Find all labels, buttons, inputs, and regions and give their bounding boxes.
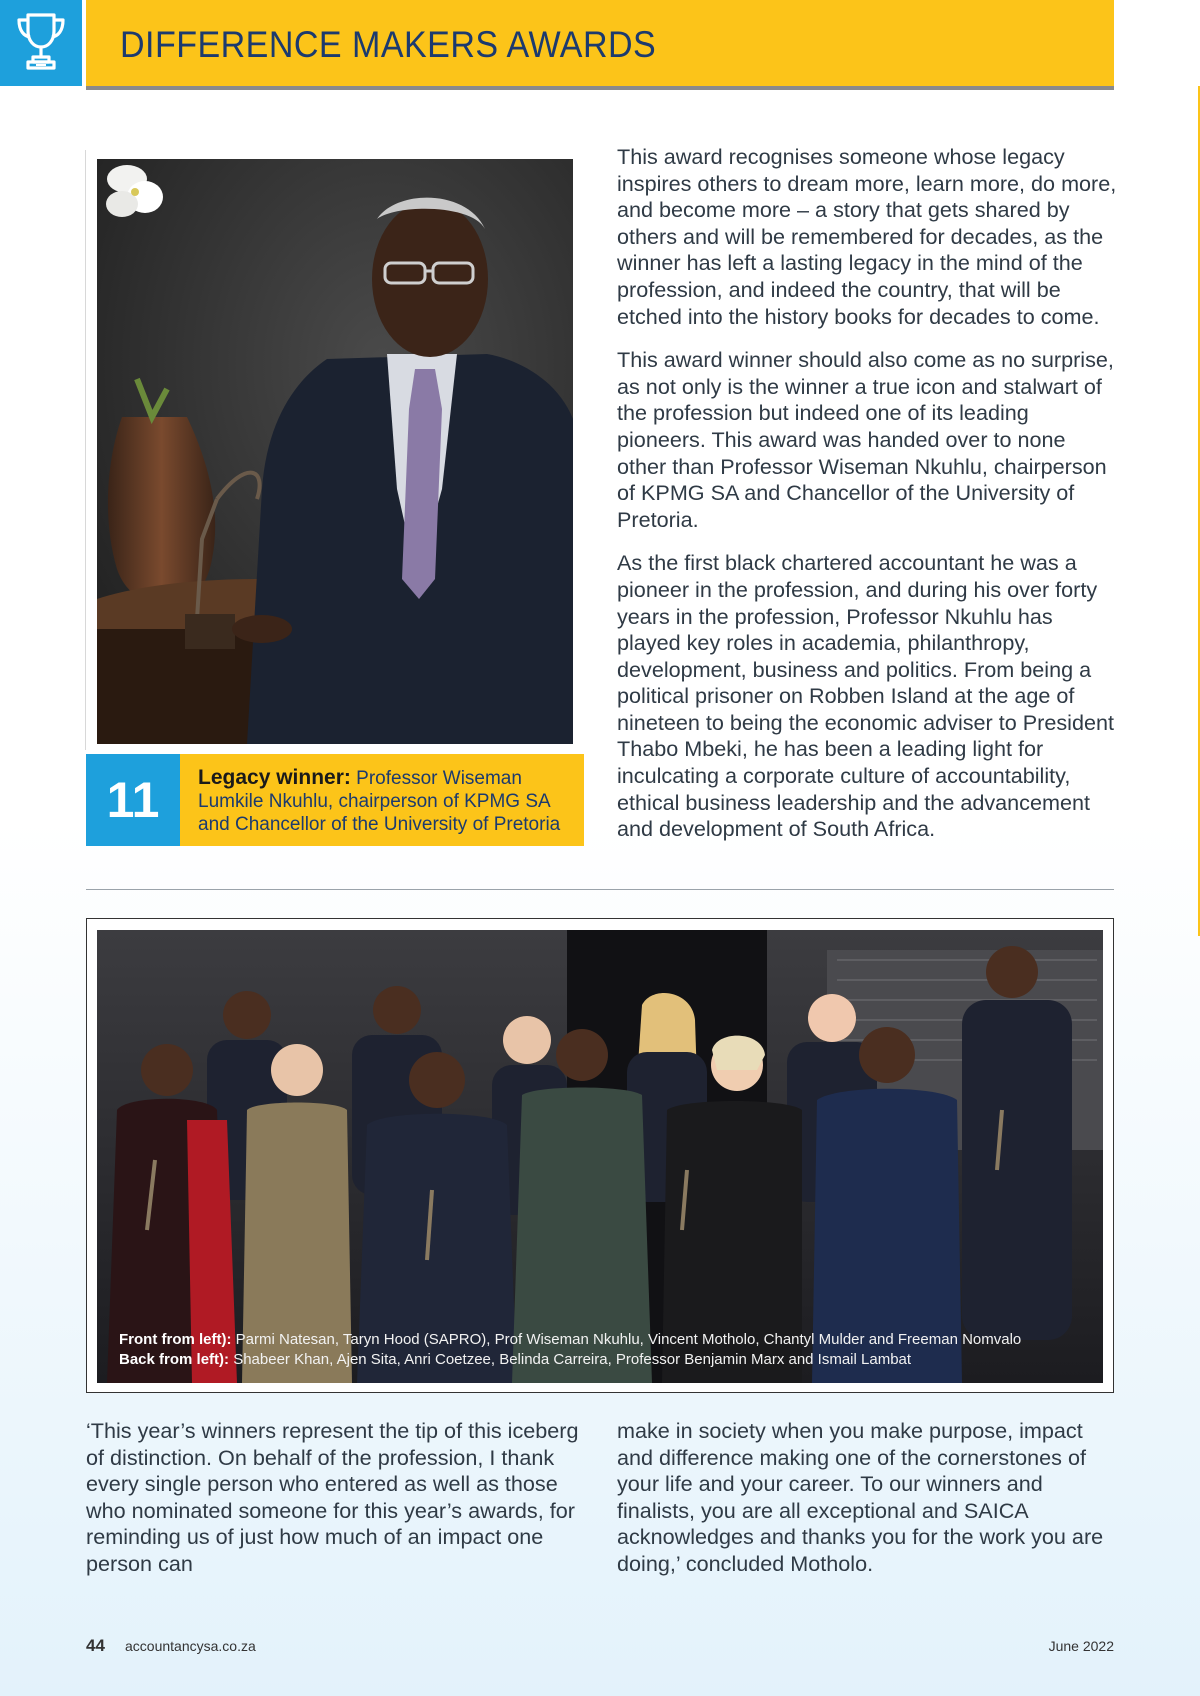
body-right-column — [617, 144, 1117, 860]
trophy-icon — [14, 11, 68, 73]
portrait-photo — [97, 159, 573, 744]
body-paragraph: This award winner should also come as no surprise, as not only is the winner a true icon and stalwart of the profession but indeed one of its leading pioneers. This award was handed over to none other than Professor Wiseman Nkuhlu, chairperson of KPMG SA and Chancellor of the University of Pretoria. — [617, 347, 1114, 532]
front-row-names: Parmi Natesan, Taryn Hood (SAPRO), Prof Wiseman Nkuhlu, Vincent Motholo, Chantyl Mulder and Freeman Nomvalo — [231, 1331, 1022, 1348]
back-row-label: Back from left): — [119, 1351, 230, 1368]
back-row-names: Shabeer Khan, Ajen Sita, Anri Coetzee, Belinda Carreira, Professor Benjamin Marx and Ismail Lambat — [229, 1351, 912, 1368]
footer-date: June 2022 — [1048, 1638, 1114, 1654]
group-photo — [97, 930, 1103, 1383]
section-title: DIFFERENCE MAKERS AWARDS — [120, 24, 657, 65]
footer-url: accountancysa.co.za — [125, 1638, 256, 1654]
award-number-badge: 11 — [86, 754, 180, 846]
caption-label: Legacy winner: — [198, 766, 351, 789]
front-row-label: Front from left): — [119, 1331, 232, 1348]
header-bar — [0, 0, 1200, 86]
header-underline — [86, 86, 1114, 90]
group-photo-caption — [119, 1330, 1099, 1370]
caption-body: Professor Wiseman Lumkile Nkuhlu, chairperson of KPMG SA and Chancellor of the University of Pretoria — [198, 768, 561, 835]
body-paragraph: As the first black chartered accountant he was a pioneer in the profession, and during his over forty years in the profession, Professor Nkuhlu has played key roles in academia, philanthropy, development, business and politics. From being a political prisoner on Robben Island at the age of nineteen to being the economic adviser to President Thabo Mbeki, he has been a leading light for inculcating a corporate culture of accountability, ethical business leadership and the advancement and development of South Africa. — [617, 550, 1114, 842]
quote-right-column: make in society when you make purpose, impact and difference making one of the cornerstones of your life and your career. To our winners and finalists, you are all exceptional and SAICA acknowledges and thanks you for the work you are doing,’ concluded Motholo. — [617, 1418, 1104, 1576]
trophy-box — [0, 0, 82, 86]
quote-left-column: ‘This year’s winners represent the tip of this iceberg of distinction. On behalf of the profession, I thank every single person who entered as well as those who nominated someone for this year’s awards, for reminding us of just how much of an impact one person can — [86, 1418, 579, 1576]
caption-back-row — [119, 1350, 1099, 1370]
body-paragraph: This award recognises someone whose legacy inspires others to dream more, learn more, do more, and become more – a story that gets shared by others and will be remembered for decades, as the winner has left a lasting legacy in the mind of the profession, and indeed the country, that will be etched into the history books for decades to come. — [617, 144, 1117, 329]
page-number: 44 — [86, 1636, 105, 1655]
portrait-caption — [180, 754, 584, 846]
section-divider — [86, 889, 1114, 890]
caption-front-row — [119, 1330, 1099, 1350]
